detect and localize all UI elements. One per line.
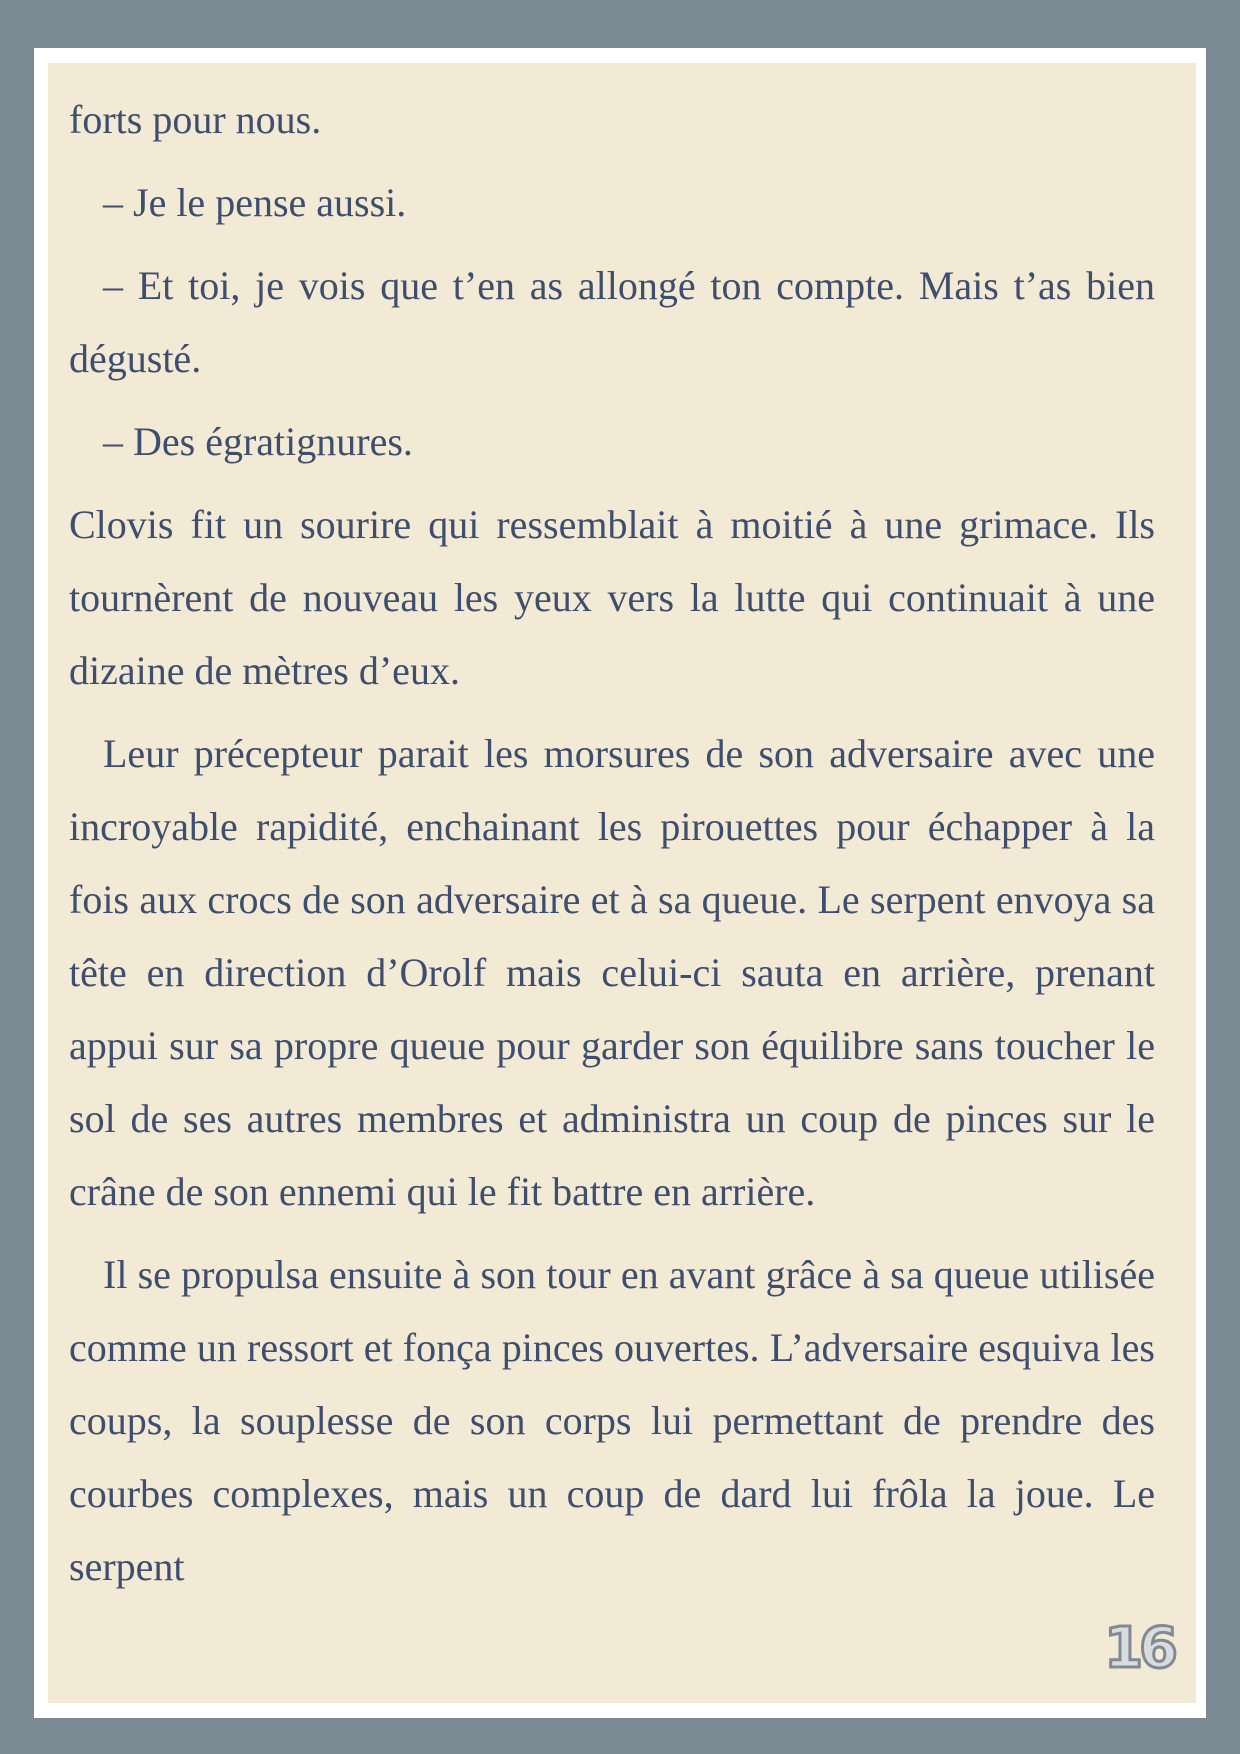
- paragraph: Il se propulsa ensuite à son tour en avant grâce à sa queue utilisée comme un ressort et fonça pinces ouvertes. L’adversaire esquiva les coups, la souplesse de son corps lui permettant de prendre des courbes complexes, mais un coup de dard lui frôla la joue. Le serpent: [69, 1252, 1155, 1589]
- paragraph: – Et toi, je vois que t’en as allongé ton compte. Mais t’as bien dégusté.: [69, 263, 1155, 381]
- paragraph: forts pour nous.: [69, 97, 322, 142]
- page-text: [69, 83, 1155, 1613]
- book-page: [48, 63, 1196, 1703]
- page-number: 16: [1104, 1616, 1174, 1681]
- paragraph: – Des égratignures.: [103, 419, 413, 464]
- paragraph: Leur précepteur parait les morsures de son adversaire avec une incroyable rapidité, enchainant les pirouettes pour échapper à la fois aux crocs de son adversaire et à sa queue. Le serpent envoya sa tête en direction d’Orolf mais celui-ci sauta en arrière, prenant appui sur sa propre queue pour garder son équilibre sans toucher le sol de ses autres membres et administra un coup de pinces sur le crâne de son ennemi qui le fit battre en arrière.: [69, 731, 1155, 1214]
- paragraph: Clovis fit un sourire qui ressemblait à moitié à une grimace. Ils tournèrent de nouveau les yeux vers la lutte qui continuait à une dizaine de mètres d’eux.: [69, 502, 1155, 693]
- paragraph: – Je le pense aussi.: [103, 180, 407, 225]
